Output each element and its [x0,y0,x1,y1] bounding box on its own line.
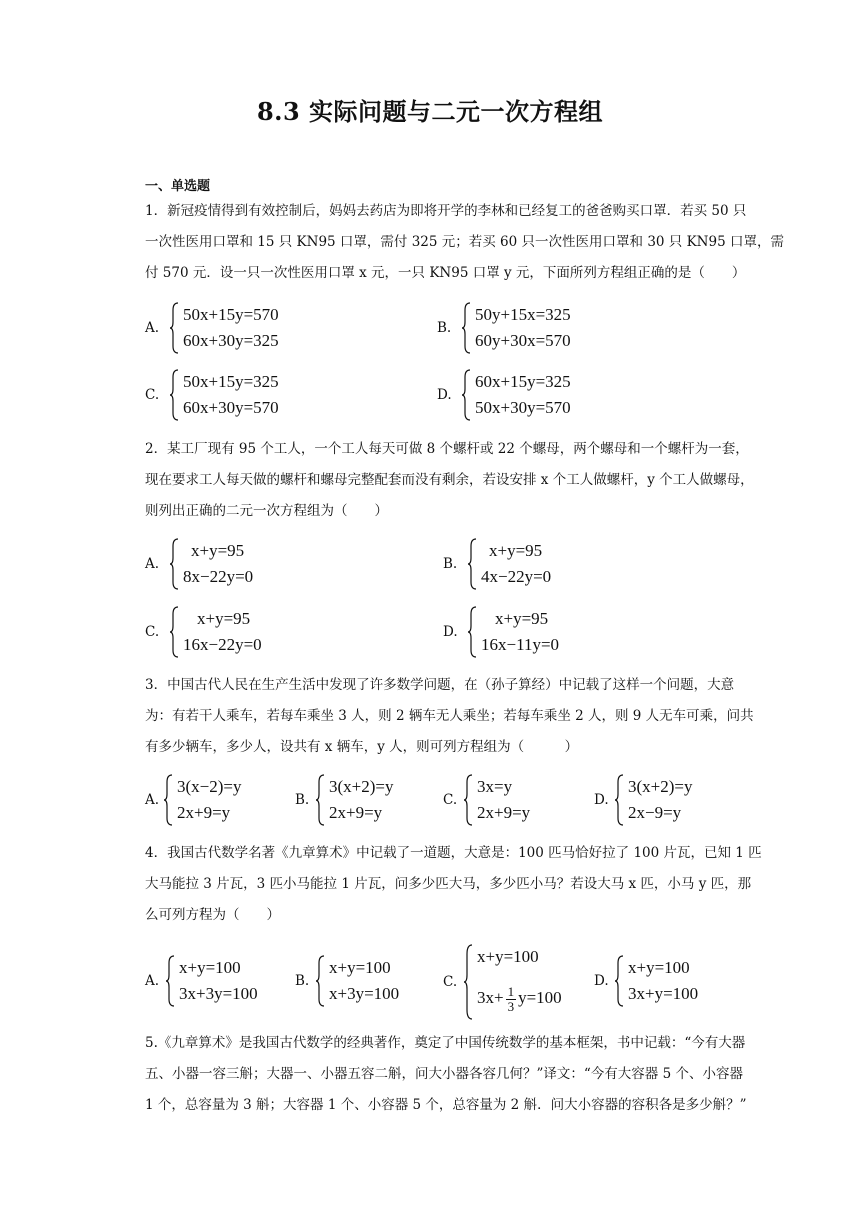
option-label: D. [594,973,609,989]
q1-option-b[interactable] [437,302,737,356]
q3-option-c[interactable] [443,774,593,828]
option-label: C. [443,792,458,808]
q4-option-a[interactable] [145,955,295,1009]
equation: x+y=100 [628,958,690,977]
fraction-denominator: 3 [507,998,515,1014]
question-line: 1．新冠疫情得到有效控制后，妈妈去药店为即将开学的李林和已经复工的爸爸购买口罩．若买 50 只 [145,203,747,219]
question-line: 付 570 元．设一只一次性医用口罩 x 元，一只 KN95 口罩 y 元，下面所列方程组正确的是（ ） [145,265,746,281]
question-line: 2．某工厂现有 95 个工人，一个工人每天可做 8 个螺杆或 22 个螺母，两个螺母和一个螺杆为一套， [145,441,749,457]
equation: 50x+30y=570 [475,398,571,417]
question-line: 1 个，总容量为 3 斛；大容器 1 个、小容器 5 个，总容量为 2 斛．问大小容器的容积各是多少斛？” [145,1097,747,1113]
left-brace [169,538,179,590]
option-label: B. [295,792,310,808]
left-brace [165,955,175,1007]
option-label: C. [145,387,160,403]
equation: 50x+15y=570 [183,305,279,324]
equation: 2x+9=y [329,803,383,822]
question-line: 五、小器一容三斛；大器一、小器五容二斛，问大小器各容几何？”译文：“今有大容器 5 个、小容器 [145,1066,743,1082]
equation: 3x=y [477,777,513,796]
option-label: C. [145,624,160,640]
equation: 3x+3y=100 [179,984,258,1003]
equation-part: y=100 [518,988,562,1007]
q4-option-c[interactable] [443,944,593,1020]
option-label: B. [295,973,310,989]
equation: 2x+9=y [177,803,231,822]
equation: x+y=95 [197,609,251,628]
left-brace [463,774,473,826]
equation: 50y+15x=325 [475,305,571,324]
option-label: A. [145,320,160,336]
question-line: 5.《九章算术》是我国古代数学的经典著作，奠定了中国传统数学的基本框架，书中记载：“今有大器 [145,1035,746,1051]
equation: 3(x−2)=y [177,777,242,796]
option-label: D. [594,792,609,808]
question-1-text [145,196,784,289]
option-label: B. [437,320,452,336]
option-label: C. [443,974,458,990]
left-brace [169,302,179,354]
equation: x+3y=100 [329,984,400,1003]
option-label: D. [443,624,458,640]
left-brace [614,774,624,826]
question-line: 大马能拉 3 片瓦，3 匹小马能拉 1 片瓦，问多少匹大马，多少匹小马？若设大马 x 匹，小马 y 匹，那 [145,876,752,892]
left-brace [614,955,624,1007]
q2-option-d[interactable] [443,606,743,660]
equation: 4x−22y=0 [481,567,552,586]
equation: x+y=95 [191,541,245,560]
section-heading: 一、单选题 [145,179,211,194]
left-brace [467,538,477,590]
equation: 60y+30x=570 [475,331,571,350]
option-label: A. [145,973,160,989]
equation: x+y=100 [179,958,241,977]
left-brace [169,606,179,658]
left-brace [461,369,471,421]
equation: 3x+y=100 [628,984,699,1003]
left-brace [461,302,471,354]
equation: x+y=95 [495,609,549,628]
q2-option-c[interactable] [145,606,445,660]
q1-option-c[interactable] [145,369,445,423]
question-2-text [145,434,754,527]
question-line: 4．我国古代数学名著《九章算术》中记载了一道题，大意是：100 匹马恰好拉了 100 片瓦，已知 1 匹 [145,845,762,861]
left-brace [315,955,325,1007]
question-line: 有多少辆车，多少人，设共有 x 辆车，y 人，则可列方程组为（ ） [145,739,579,755]
fraction-numerator: 1 [507,983,515,999]
equation: 3(x+2)=y [329,777,394,796]
q3-option-a[interactable] [145,774,295,828]
equation: 60x+30y=325 [183,331,279,350]
equation: 2x+9=y [477,803,531,822]
q1-option-d[interactable] [437,369,737,423]
equation: 3(x+2)=y [628,777,693,796]
left-brace [315,774,325,826]
equation: x+y=100 [477,947,539,966]
equation: 16x−11y=0 [481,635,560,654]
option-label: B. [443,556,458,572]
question-3-text [145,670,754,763]
question-line: 一次性医用口罩和 15 只 KN95 口罩，需付 325 元；若买 60 只一次性医用口罩和 30 只 KN95 口罩，需 [145,234,784,250]
q1-option-a[interactable] [145,302,445,356]
equation: 60x+15y=325 [475,372,571,391]
question-4-text [145,838,762,931]
q4-option-b[interactable] [295,955,445,1009]
fraction [506,985,517,1014]
equation: 50x+15y=325 [183,372,279,391]
equation: 8x−22y=0 [183,567,254,586]
left-brace [467,606,477,658]
left-brace [169,369,179,421]
question-line: 现在要求工人每天做的螺杆和螺母完整配套而没有剩余，若设安排 x 个工人做螺杆，y 个工人做螺母， [145,472,754,488]
equation: x+y=95 [489,541,543,560]
equation-with-fraction [477,976,562,1020]
question-line: 为：有若干人乘车，若每车乘坐 3 人，则 2 辆车无人乘坐；若每车乘坐 2 人，则 9 人无车可乘，问共 [145,708,754,724]
equation: 60x+30y=570 [183,398,279,417]
q2-option-b[interactable] [443,538,743,592]
option-label: A. [145,792,160,808]
equation-part: 3x+ [477,988,504,1007]
q2-option-a[interactable] [145,538,445,592]
question-line: 则列出正确的二元一次方程组为（ ） [145,503,388,519]
equation: 16x−22y=0 [183,635,262,654]
q3-option-b[interactable] [295,774,445,828]
option-label: A. [145,556,160,572]
question-line: 3．中国古代人民在生产生活中发现了许多数学问题，在（孙子算经）中记载了这样一个问题，大意 [145,677,735,693]
question-5-text [145,1028,747,1121]
equation: 2x−9=y [628,803,682,822]
equation: x+y=100 [329,958,391,977]
q3-option-d[interactable] [594,774,744,828]
left-brace [163,774,173,826]
page-title: 8.3 实际问题与二元一次方程组 [256,97,604,126]
left-brace [463,944,473,1020]
q4-option-d[interactable] [594,955,744,1009]
question-line: 么可列方程为（ ） [145,907,280,923]
option-label: D. [437,387,452,403]
